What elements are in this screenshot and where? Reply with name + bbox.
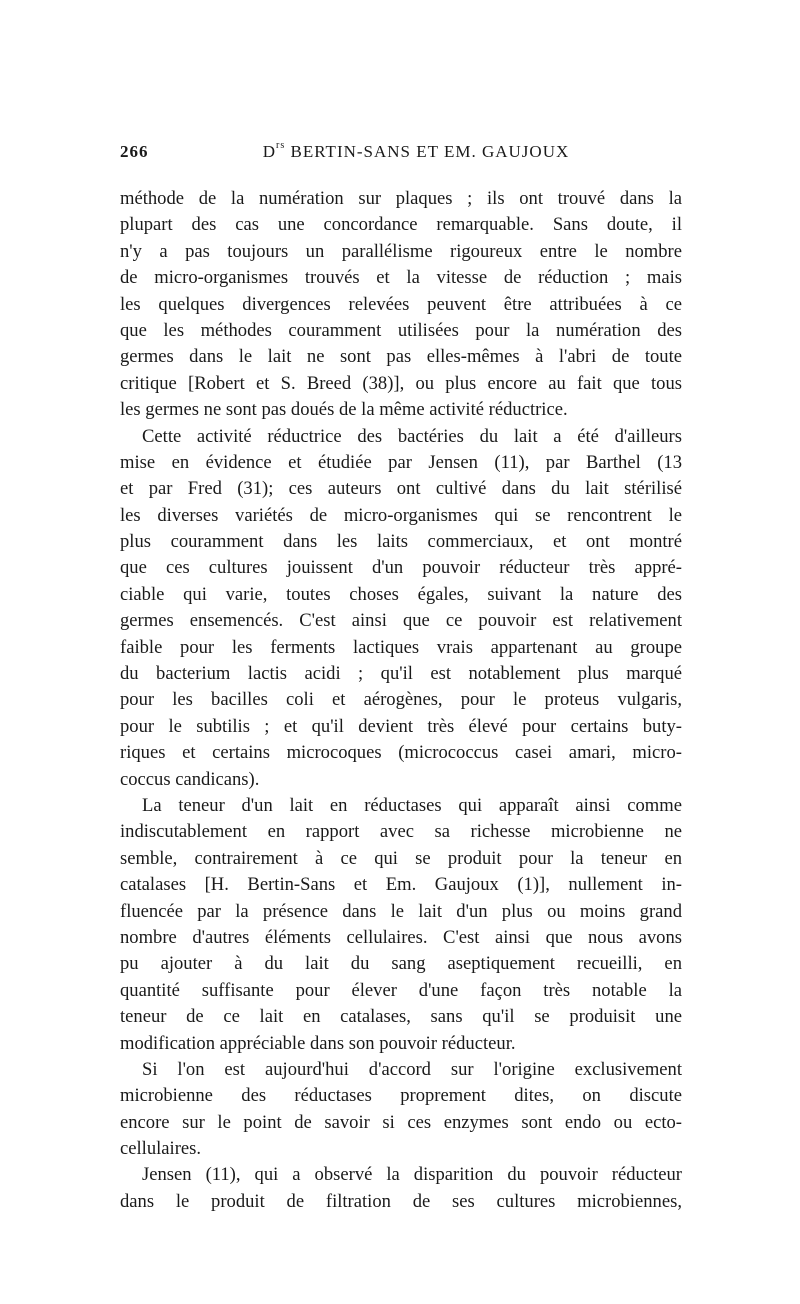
text-line: modification appréciable dans son pouvoir réducteur.	[120, 1032, 516, 1054]
text-line: cellulaires.	[120, 1138, 202, 1160]
body-text	[120, 186, 682, 1215]
text-line: indiscutablement en rapport avec sa richesse microbienne ne	[120, 821, 682, 843]
text-line: pu ajouter à du lait du sang aseptiquement recueilli, en	[120, 953, 682, 975]
running-title-text: BERTIN-SANS ET EM. GAUJOUX	[285, 142, 570, 161]
text-line: critique [Robert et S. Breed (38)], ou plus encore au fait que tous	[120, 372, 682, 394]
text-line: Si l'on est aujourd'hui d'accord sur l'origine exclusivement	[142, 1058, 682, 1080]
running-title-superscript: rs	[276, 140, 286, 151]
text-line: coccus candicans).	[120, 768, 260, 790]
running-title	[120, 142, 682, 162]
text-line: plupart des cas une concordance remarquable. Sans doute, il	[120, 214, 682, 236]
text-line: La teneur d'un lait en réductases qui apparaît ainsi comme	[142, 794, 682, 816]
text-line: n'y a pas toujours un parallélisme rigoureux entre le nombre	[120, 240, 682, 262]
text-line: que ces cultures jouissent d'un pouvoir réducteur très appré-	[120, 557, 682, 579]
text-line: fluencée par la présence dans le lait d'un plus ou moins grand	[120, 900, 682, 922]
text-line: encore sur le point de savoir si ces enzymes sont endo ou ecto-	[120, 1111, 682, 1133]
text-line: les diverses variétés de micro-organismes qui se rencontrent le	[120, 504, 682, 526]
text-line: les quelques divergences relevées peuvent être attribuées à ce	[120, 293, 682, 315]
text-line: du bacterium lactis acidi ; qu'il est notablement plus marqué	[120, 663, 682, 685]
text-line: ciable qui varie, toutes choses égales, suivant la nature des	[120, 583, 682, 605]
page-number: 266	[120, 142, 149, 161]
text-line: pour les bacilles coli et aérogènes, pour le proteus vulgaris,	[120, 689, 682, 711]
text-line: plus couramment dans les laits commerciaux, et ont montré	[120, 531, 682, 553]
text-line: catalases [H. Bertin-Sans et Em. Gaujoux (1)], nullement in-	[120, 874, 682, 896]
text-line: teneur de ce lait en catalases, sans qu'il se produisit une	[120, 1006, 682, 1028]
text-line: les germes ne sont pas doués de la même activité réductrice.	[120, 399, 568, 421]
page	[120, 136, 682, 1215]
running-title-prefix: D	[262, 142, 277, 161]
text-line: microbienne des réductases proprement dites, on discute	[120, 1085, 682, 1107]
text-line: méthode de la numération sur plaques ; ils ont trouvé dans la	[120, 188, 682, 209]
text-line: germes ensemencés. C'est ainsi que ce pouvoir est relativement	[120, 610, 682, 632]
text-line: et par Fred (31); ces auteurs ont cultivé dans du lait stérilisé	[120, 478, 682, 500]
text-line: que les méthodes couramment utilisées pour la numération des	[120, 319, 682, 341]
text-line: faible pour les ferments lactiques vrais appartenant au groupe	[120, 636, 682, 658]
text-line: germes dans le lait ne sont pas elles-mêmes à l'abri de toute	[120, 346, 682, 368]
text-line: mise en évidence et étudiée par Jensen (11), par Barthel (13	[120, 451, 682, 473]
text-line: dans le produit de filtration de ses cultures microbiennes,	[120, 1190, 682, 1212]
text-line: riques et certains microcoques (micrococcus casei amari, micro-	[120, 742, 682, 764]
text-line: Cette activité réductrice des bactéries du lait a été d'ailleurs	[142, 425, 682, 447]
text-line: semble, contrairement à ce qui se produit pour la teneur en	[120, 847, 682, 869]
text-line: de micro-organismes trouvés et la vitesse de réduction ; mais	[120, 267, 682, 289]
text-line: pour le subtilis ; et qu'il devient très élevé pour certains buty-	[120, 715, 682, 737]
text-line: quantité suffisante pour élever d'une façon très notable la	[120, 979, 682, 1001]
running-header	[120, 136, 682, 166]
text-line: Jensen (11), qui a observé la disparition du pouvoir réducteur	[142, 1164, 682, 1186]
text-line: nombre d'autres éléments cellulaires. C'est ainsi que nous avons	[120, 926, 682, 948]
